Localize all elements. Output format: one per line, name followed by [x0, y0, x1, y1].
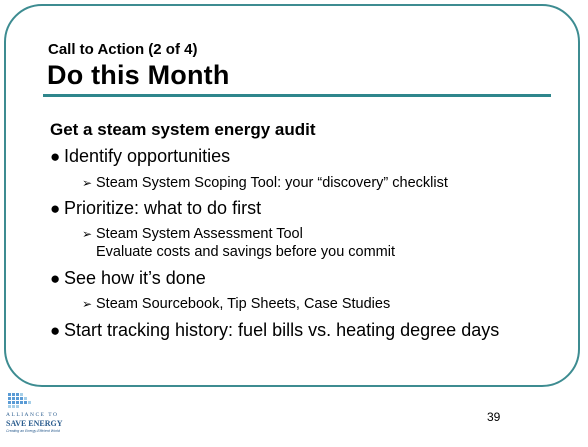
bullet-text: Start tracking history: fuel bills vs. heating degree days — [64, 320, 500, 340]
bullet-icon: ● — [50, 321, 61, 340]
bullet-icon: ● — [50, 269, 61, 288]
arrow-bullet-icon: ➢ — [82, 227, 93, 241]
sub-bullet-text: Steam System Assessment Tool — [96, 226, 303, 242]
bullet-item — [50, 268, 206, 289]
slide-subtitle: Call to Action (2 of 4) — [48, 41, 198, 58]
sub-bullet-text: Steam Sourcebook, Tip Sheets, Case Studies — [96, 296, 391, 312]
bullet-text: See how it’s done — [64, 268, 206, 288]
sub-bullet-continuation: Evaluate costs and savings before you commit — [96, 244, 396, 260]
bullet-text: Identify opportunities — [64, 146, 231, 166]
bullet-item — [50, 198, 261, 219]
bullet-item — [50, 146, 230, 167]
sub-bullet-item — [82, 174, 448, 192]
sub-bullet-text: Steam System Scoping Tool: your “discovery” checklist — [96, 175, 448, 191]
title-divider — [43, 94, 551, 97]
bullet-item — [50, 320, 499, 341]
logo-text-alliance: ALLIANCE TO — [6, 412, 59, 418]
arrow-bullet-icon: ➢ — [82, 297, 93, 311]
bullet-text: Prioritize: what to do first — [64, 198, 262, 218]
arrow-bullet-icon: ➢ — [82, 176, 93, 190]
logo-tagline: Creating an Energy-Efficient World — [6, 429, 60, 433]
sub-bullet-item — [82, 295, 390, 313]
bullet-icon: ● — [50, 199, 61, 218]
bullet-icon: ● — [50, 147, 61, 166]
page-number: 39 — [487, 410, 501, 424]
section-heading: Get a steam system energy audit — [50, 120, 316, 139]
logo-text-save-energy: SAVE ENERGY — [6, 419, 63, 428]
sub-bullet-item — [82, 225, 303, 243]
slide-title: Do this Month — [47, 60, 230, 90]
